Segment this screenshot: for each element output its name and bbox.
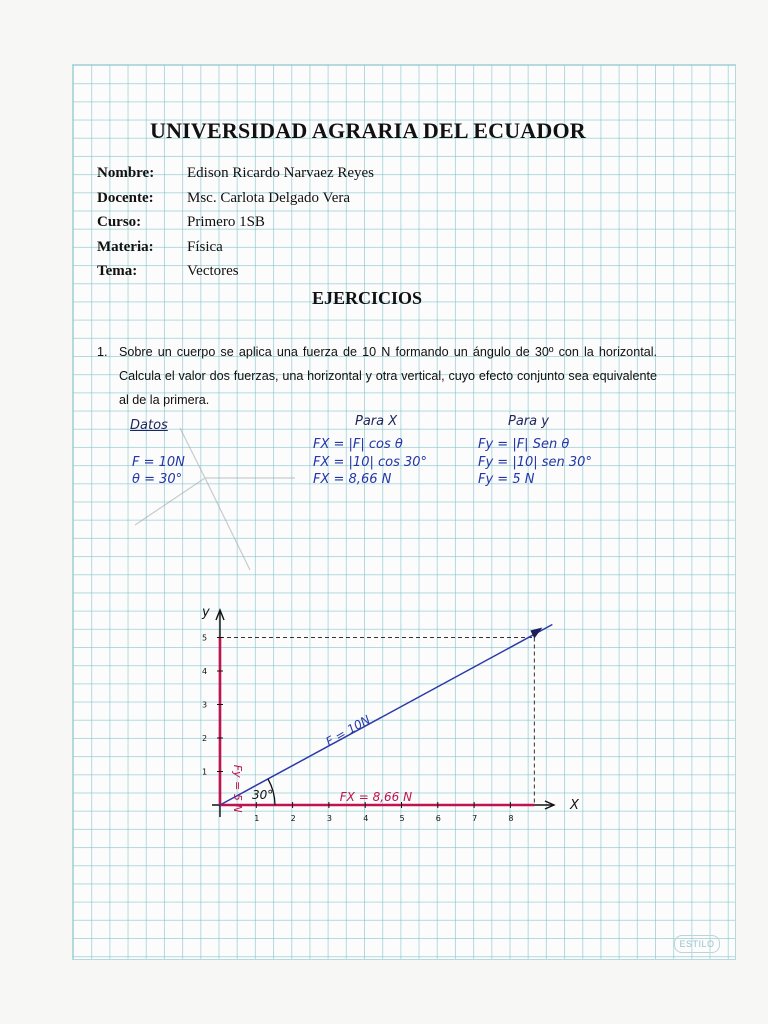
fy-label: Fy = 5 N bbox=[231, 764, 244, 813]
x-tick-label: 2 bbox=[290, 814, 296, 823]
field-label: Materia: bbox=[97, 239, 154, 255]
problem-number: 1. bbox=[97, 345, 108, 359]
para-y-line: Fy = |F| Sen θ bbox=[478, 437, 570, 452]
y-tick-label: 4 bbox=[202, 667, 208, 676]
field-label: Curso: bbox=[97, 214, 142, 230]
field-value: Primero 1SB bbox=[187, 214, 265, 230]
angle-label: 30° bbox=[252, 788, 274, 802]
university-title: UNIVERSIDAD AGRARIA DEL ECUADOR bbox=[150, 118, 586, 143]
vector-graph bbox=[185, 600, 605, 840]
problem-text: Sobre un cuerpo se aplica una fuerza de 10 N formando un ángulo de 30º con la horizontal. Calcula el valor dos fuerzas, una horizontal y otra vertical, cuyo efecto conjunto sea equivalente al de la primera. bbox=[119, 345, 657, 407]
field-value: Vectores bbox=[187, 263, 239, 279]
y-tick-label: 1 bbox=[202, 767, 208, 777]
para-y-line: Fy = |10| sen 30° bbox=[478, 455, 592, 470]
field-value: Msc. Carlota Delgado Vera bbox=[187, 190, 351, 206]
field-nombre bbox=[97, 165, 374, 182]
axes bbox=[212, 610, 554, 817]
field-tema bbox=[97, 263, 239, 280]
vector-arrowhead bbox=[530, 628, 542, 639]
datos-line: θ = 30° bbox=[132, 472, 183, 487]
x-tick-label: 8 bbox=[508, 814, 514, 823]
para-x-line: FX = 8,66 N bbox=[313, 472, 392, 487]
section-title: EJERCICIOS bbox=[312, 288, 423, 308]
vector-label: F = 10N bbox=[323, 712, 373, 749]
y-tick-label: 2 bbox=[202, 734, 208, 743]
y-tick-label: 3 bbox=[202, 700, 208, 710]
x-tick-label: 5 bbox=[399, 814, 405, 823]
x-tick-label: 7 bbox=[472, 814, 478, 823]
field-value: Física bbox=[187, 239, 223, 255]
y-axis-label: y bbox=[202, 605, 210, 620]
field-label: Docente: bbox=[97, 190, 154, 206]
vector-line bbox=[220, 625, 552, 806]
field-label: Nombre: bbox=[97, 165, 155, 181]
force-vector bbox=[220, 625, 552, 806]
x-axis-label: X bbox=[569, 798, 579, 813]
datos-line: F = 10N bbox=[132, 455, 185, 470]
field-materia bbox=[97, 239, 223, 256]
x-tick-label: 3 bbox=[326, 814, 332, 823]
field-label: Tema: bbox=[97, 263, 138, 279]
para-x-line: FX = |F| cos θ bbox=[313, 437, 403, 452]
field-value: Edison Ricardo Narvaez Reyes bbox=[187, 165, 375, 181]
x-tick-label: 1 bbox=[254, 814, 260, 823]
para-x-title: Para X bbox=[355, 414, 398, 429]
field-curso bbox=[97, 214, 265, 231]
para-x-line: FX = |10| cos 30° bbox=[313, 455, 428, 470]
x-tick-label: 6 bbox=[435, 814, 441, 823]
faint-vector-sketch bbox=[120, 420, 300, 590]
problem-statement bbox=[97, 340, 657, 412]
y-tick-label: 5 bbox=[202, 633, 208, 643]
fx-label: FX = 8,66 N bbox=[339, 790, 413, 804]
para-y-line: Fy = 5 N bbox=[478, 472, 535, 487]
notebook-brand-stamp: ESTILO bbox=[674, 935, 720, 953]
datos-title: Datos bbox=[130, 418, 168, 433]
para-y-title: Para y bbox=[508, 414, 549, 429]
field-docente bbox=[97, 190, 350, 207]
x-tick-label: 4 bbox=[363, 814, 369, 823]
